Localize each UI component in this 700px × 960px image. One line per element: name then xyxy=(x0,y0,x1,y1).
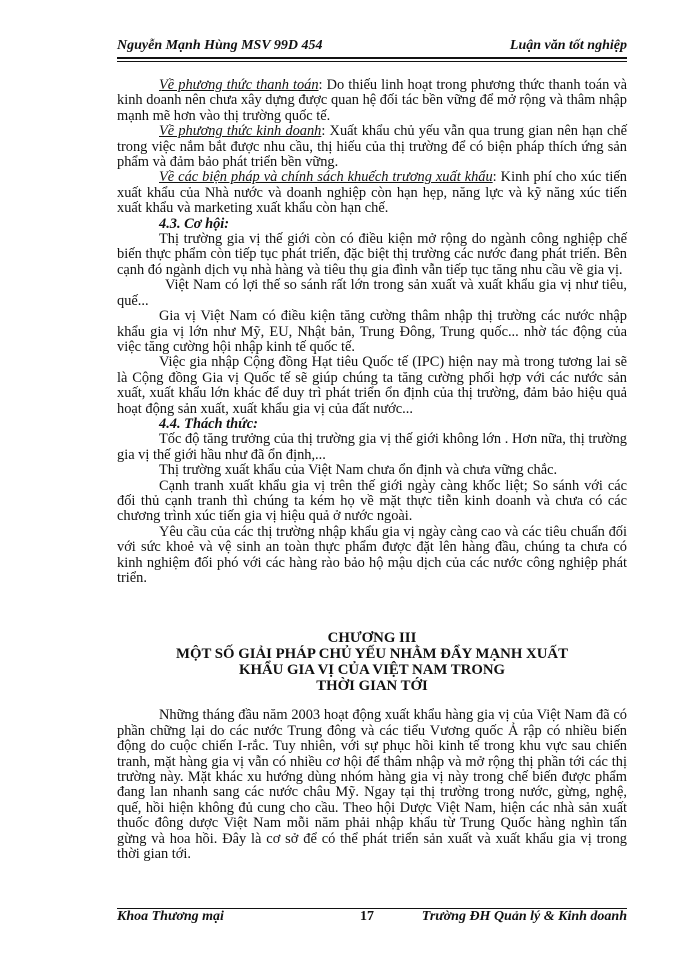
paragraph-opp-1: Thị trường gia vị thế giới còn có điều kiện mở rộng do ngành công nghiệp chế biến thực phẩm còn tiếp tục phát triển, đặc biệt thị trường các nước đang phát triển. Bên cạnh đó ngành dịch vụ nhà hàng và tiêu thụ gia đình vẫn tiếp tục tăng nhu cầu về gia vị. xyxy=(117,231,627,278)
paragraph-chal-3: Cạnh tranh xuất khẩu gia vị trên thế giới ngày càng khốc liệt; So sánh với các đối thủ cạnh tranh thì chúng ta kém họ về mặt thực tiễn kinh doanh và chưa có các chương trình xúc tiến gia vị hiệu quả ở nước ngoài. xyxy=(117,477,627,525)
paragraph-chal-1: Tốc độ tăng trưởng của thị trường gia vị thế giới không lớn . Hơn nữa, thị trường gia vị thế giới hầu như đã ổn định,... xyxy=(117,431,627,463)
label-payment: Về phương thức thanh toán xyxy=(159,77,319,93)
faculty-name: Khoa Thương mại xyxy=(117,909,224,924)
author-id: Nguyễn Mạnh Hùng MSV 99D 454 xyxy=(117,38,323,53)
page-body xyxy=(117,78,627,862)
paragraph-promotion xyxy=(117,170,627,216)
page-header xyxy=(117,36,627,58)
chapter-title-line-1: MỘT SỐ GIẢI PHÁP CHỦ YẾU NHẰM ĐẨY MẠNH XUẤT xyxy=(176,646,568,663)
text-business: : Xuất khẩu chủ yếu vẫn qua trung gian nên hạn chế trong việc nắm bắt được nhu cầu, thị hiếu của thị trường để có biện pháp thích ứng sản phẩm và đảm bảo phát triển bền vững. xyxy=(117,123,628,171)
header-rule-thin xyxy=(117,61,627,62)
paragraph-chapter-intro: Những tháng đầu năm 2003 hoạt động xuất khẩu hàng gia vị của Việt Nam đã có phần chững lại do các nước Trung đông và các tiểu Vương quốc Ả rập có nhiều biến động do cuộc chiến I-rắc. Tuy nhiên, với sự phục hồi kinh tế trong khu vực sau chiến tranh, mặt hàng gia vị vẫn có nhiều cơ hội để thâm nhập và mở rộng thị phần tới các thị trường này. Mặt khác xu hướng dùng nhóm hàng gia vị này trong chế biến được phẩm đang lan nhanh sang các nước châu Mỹ. Ngay tại thị trường trong nước, gừng, nghệ, quế, hồi hiện không đủ cung cho cầu. Theo hội Dược Việt Nam, hiện các nhà sản xuất thuốc đông dược Việt Nam mỗi năm phải nhập khẩu từ Trung Quốc hàng nghìn tấn gừng và hoa hồi. Đây là cơ sở để có thể phát triển sản xuất và xuất khẩu gia vị trong thời gian tới. xyxy=(117,707,627,863)
chapter-heading xyxy=(117,630,627,694)
label-promotion: Về các biện pháp và chính sách khuếch trương xuất khẩu xyxy=(159,169,493,186)
text-promotion: : Kinh phí cho xúc tiến xuất khẩu của Nhà nước và doanh nghiệp còn hạn hẹp, năng lực và kỹ năng xúc tiến xuất khẩu và marketing xuất khẩu còn hạn chế. xyxy=(117,169,627,217)
section-heading-opportunities: 4.3. Cơ hội: xyxy=(159,215,230,232)
paragraph-opp-2: Việt Nam có lợi thế so sánh rất lớn trong sản xuất và xuất khẩu gia vị như tiêu, quế... xyxy=(117,277,627,309)
paragraph-opp-3: Gia vị Việt Nam có điều kiện tăng cường thâm nhập thị trường các nước nhập khẩu gia vị lớn như Mỹ, EU, Nhật bản, Trung Đông, Trung quốc... nhờ tác động của việc tăng cường hội nhập kinh tế quốc tế. xyxy=(117,308,627,355)
chapter-title-line-2: KHẨU GIA VỊ CỦA VIỆT NAM TRONG xyxy=(238,662,506,679)
header-rule-thick xyxy=(117,57,627,59)
paragraph-chal-2: Thị trường xuất khẩu của Việt Nam chưa ổn định và chưa vững chắc. xyxy=(159,462,558,479)
page-footer xyxy=(117,909,627,929)
text-payment: : Do thiếu linh hoạt trong phương thức thanh toán và kinh doanh nên chưa xây dựng được quan hệ đối tác bền vững để mở rộng và thâm nhập mạnh mẽ hơn vào thị trường quốc tế. xyxy=(117,77,628,124)
chapter-number: CHƯƠNG III xyxy=(327,630,417,647)
section-heading-challenges: 4.4. Thách thức: xyxy=(159,415,258,432)
page-number: 17 xyxy=(360,909,374,924)
paragraph-business xyxy=(117,124,627,170)
paragraph-payment xyxy=(117,78,627,124)
label-business: Về phương thức kinh doanh xyxy=(159,123,322,140)
paragraph-opp-4: Việc gia nhập Cộng đồng Hạt tiêu Quốc tế (IPC) hiện nay mà trong tương lai sẽ là Cộng đồng Gia vị Quốc tế sẽ giúp chúng ta tăng cường phối hợp với các nước sản xuất, xuất khẩu lớn khác để duy trì phát triển ổn định của thị trường, đảm bảo hiệu quả hoạt động sản xuất, xuất khẩu gia vị của đất nước... xyxy=(117,354,627,417)
chapter-title-line-3: THỜI GIAN TỚI xyxy=(316,678,428,695)
paragraph-chal-4: Yêu cầu của các thị trường nhập khẩu gia vị ngày càng cao và các tiêu chuẩn đối với sức khoẻ và vệ sinh an toàn thực phẩm được đặt lên hàng đầu, chúng ta chưa có kinh nghiệm đối phó với các hàng rào bảo hộ mậu dịch của các nước công nghiệp phát triển. xyxy=(117,523,627,586)
university-name: Trường ĐH Quản lý & Kinh doanh xyxy=(421,909,627,924)
document-type: Luận văn tốt nghiệp xyxy=(509,38,627,53)
